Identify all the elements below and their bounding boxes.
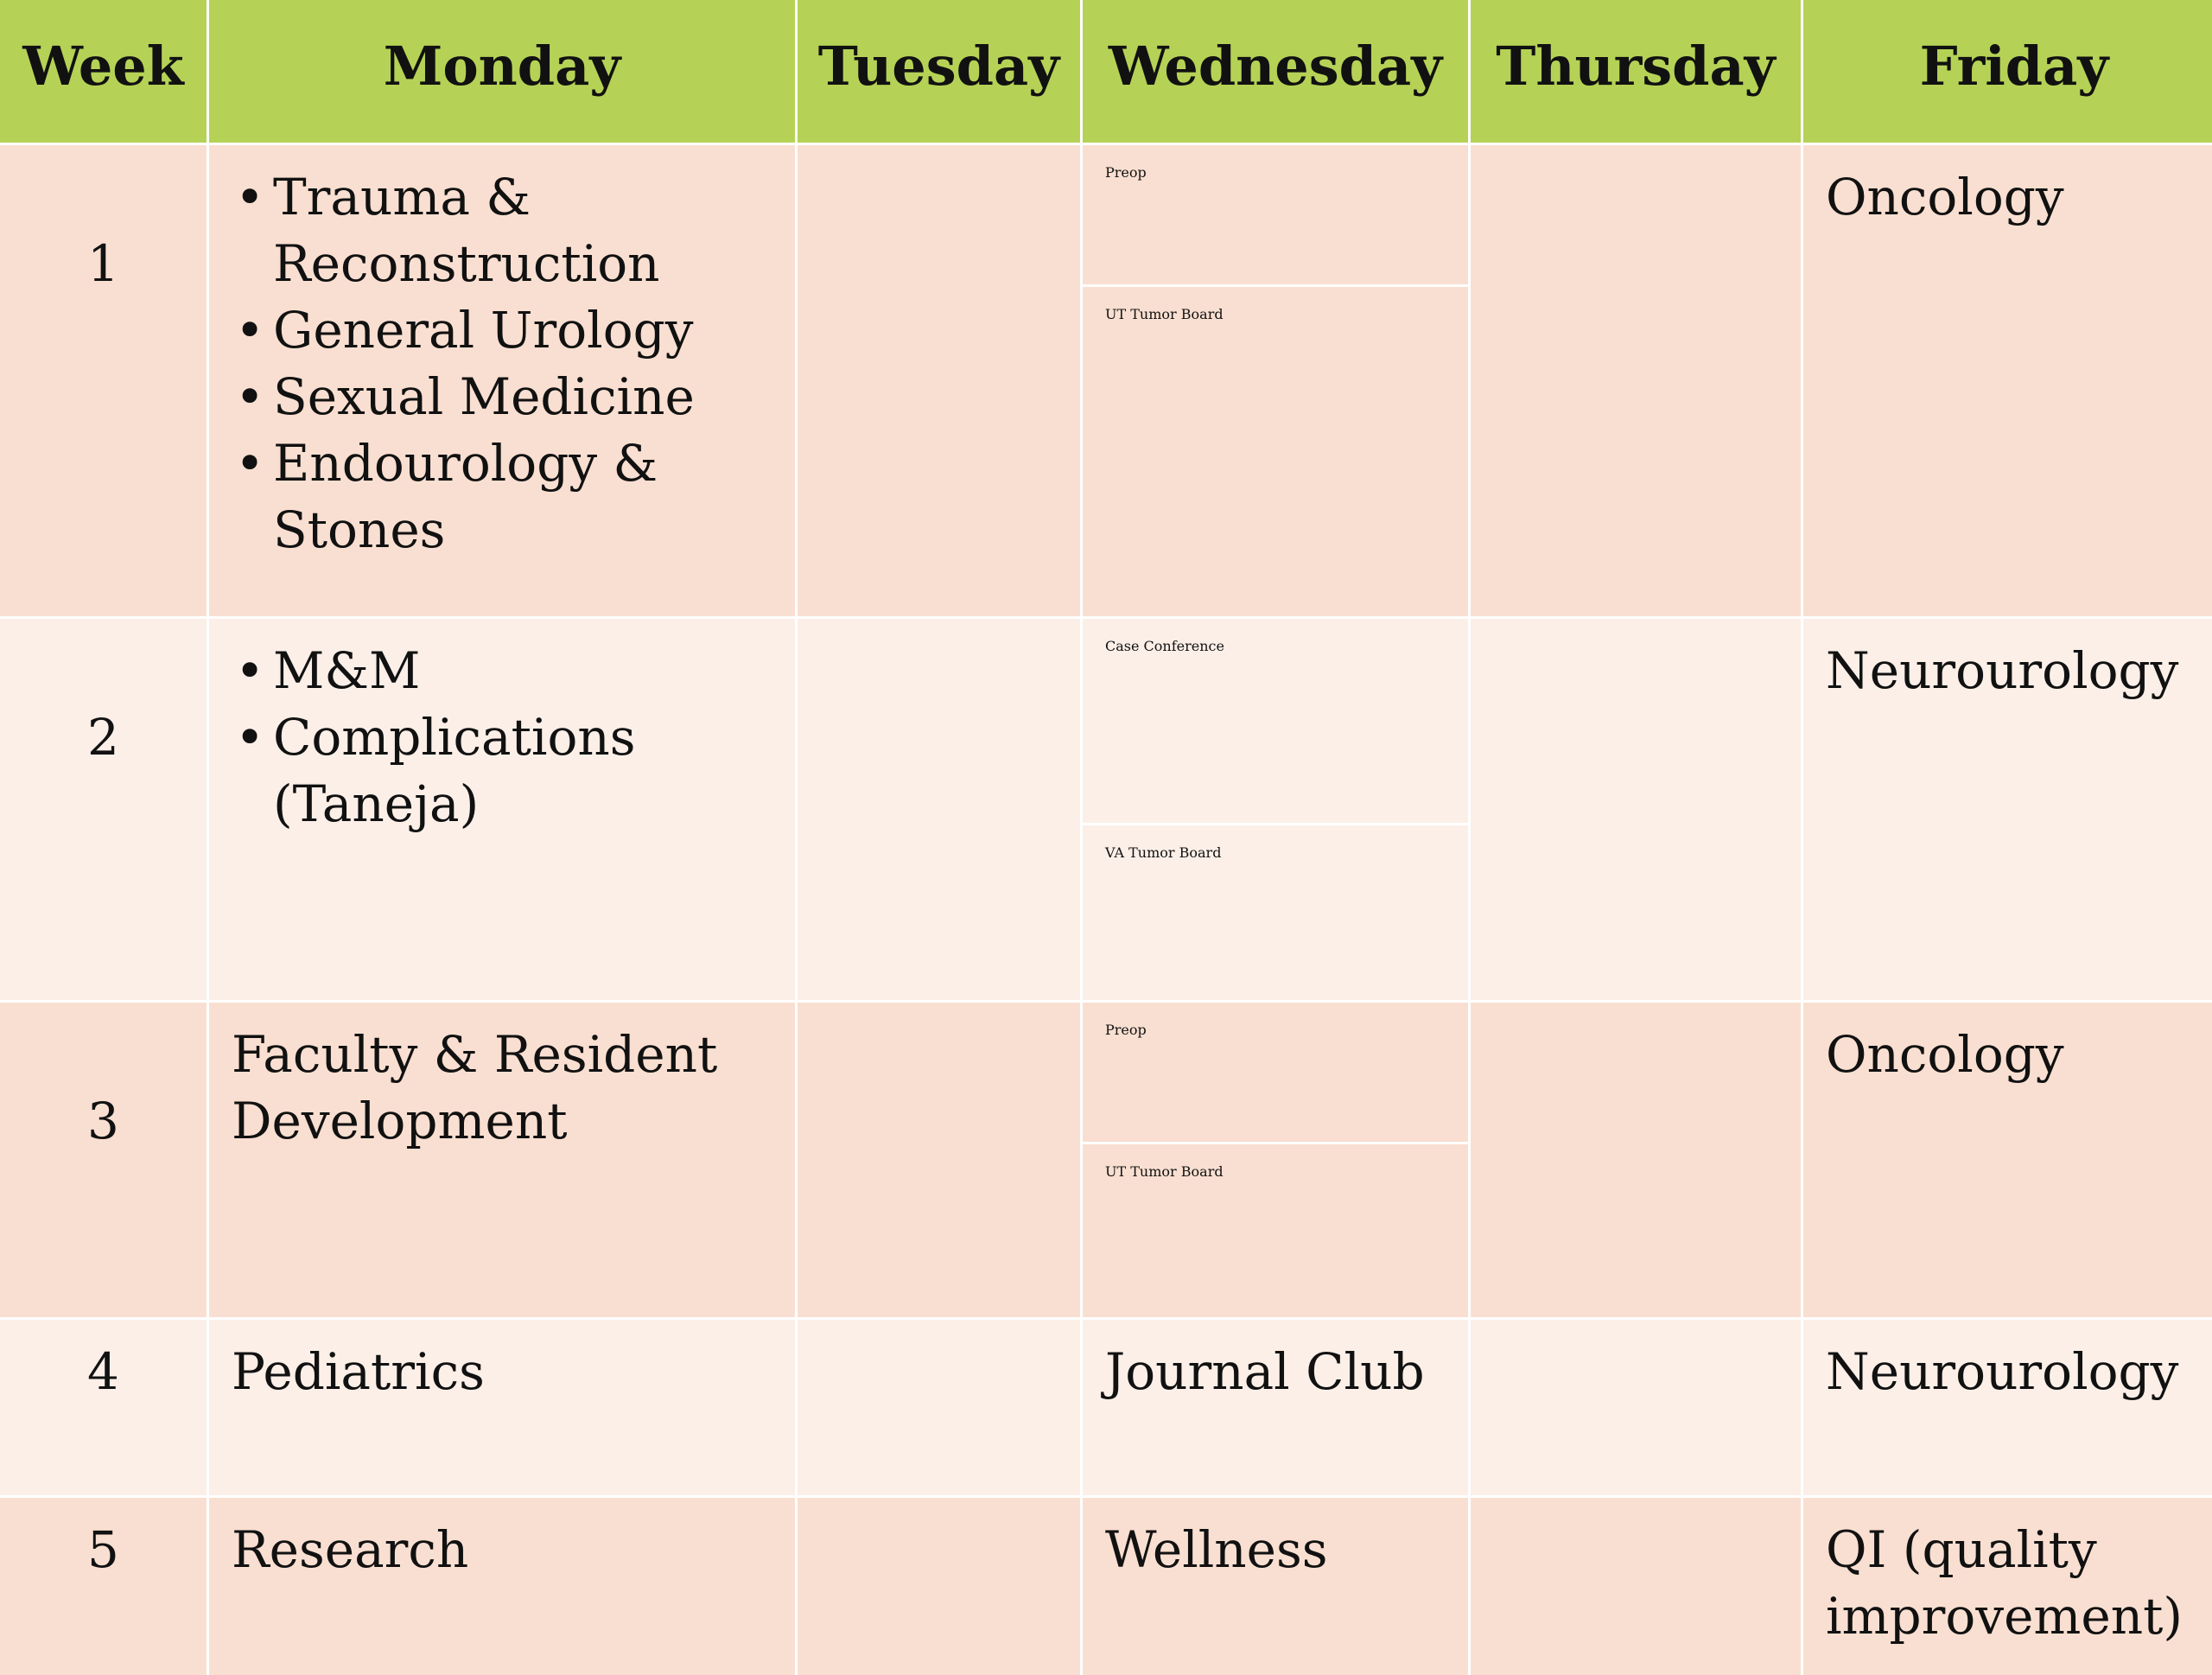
wednesday-session: Preop xyxy=(1083,145,1468,284)
week-number-cell xyxy=(0,619,207,1000)
thursday-cell xyxy=(1471,1003,1801,1317)
monday-cell xyxy=(209,619,795,1000)
monday-topic: • Complications (Taneja) xyxy=(232,704,778,838)
monday-cell: Pediatrics xyxy=(209,1320,795,1495)
friday-cell: Oncology xyxy=(1803,1003,2212,1317)
monday-topic: • Trauma & Reconstruction xyxy=(232,164,778,297)
monday-cell: Faculty & Resident Development xyxy=(209,1003,795,1317)
header-tuesday: Tuesday xyxy=(798,0,1080,143)
monday-cell: Research xyxy=(209,1498,795,1675)
monday-topic: • General Urology xyxy=(232,297,778,364)
header-monday: Monday xyxy=(209,0,795,143)
header-thursday: Thursday xyxy=(1471,0,1801,143)
tuesday-cell xyxy=(798,1498,1080,1675)
week-number: 3 xyxy=(87,1092,119,1150)
monday-topic-list xyxy=(232,164,778,564)
thursday-cell xyxy=(1471,1320,1801,1495)
friday-cell: Neurourology xyxy=(1803,619,2212,1000)
thursday-cell xyxy=(1471,145,1801,616)
thursday-cell xyxy=(1471,619,1801,1000)
week-number: 1 xyxy=(87,234,119,293)
monday-topic-list xyxy=(232,638,778,838)
friday-cell: QI (quality improvement) xyxy=(1803,1498,2212,1675)
header-wednesday: Wednesday xyxy=(1083,0,1468,143)
week-number: 2 xyxy=(87,708,119,767)
header-week: Week xyxy=(0,0,207,143)
thursday-cell xyxy=(1471,1498,1801,1675)
week-number: 5 xyxy=(87,1520,119,1579)
week-number-cell xyxy=(0,1498,207,1675)
tuesday-cell xyxy=(798,145,1080,616)
monday-topic: • M&M xyxy=(232,638,778,704)
week-number-cell xyxy=(0,1003,207,1317)
wednesday-session: Case Conference xyxy=(1083,619,1468,823)
week-number: 4 xyxy=(87,1342,119,1401)
wednesday-session: UT Tumor Board xyxy=(1083,287,1468,616)
wednesday-session: Preop xyxy=(1083,1003,1468,1142)
wednesday-session: Journal Club xyxy=(1083,1320,1468,1495)
tuesday-cell xyxy=(798,619,1080,1000)
monday-cell xyxy=(209,145,795,616)
wednesday-cell xyxy=(1083,145,1468,616)
monday-topic: • Sexual Medicine xyxy=(232,364,778,430)
tuesday-cell xyxy=(798,1003,1080,1317)
week-number-cell xyxy=(0,1320,207,1495)
header-friday: Friday xyxy=(1803,0,2212,143)
wednesday-cell xyxy=(1083,619,1468,1000)
wednesday-session: UT Tumor Board xyxy=(1083,1144,1468,1317)
week-number-cell xyxy=(0,145,207,616)
friday-cell: Neurourology xyxy=(1803,1320,2212,1495)
tuesday-cell xyxy=(798,1320,1080,1495)
wednesday-cell xyxy=(1083,1003,1468,1317)
wednesday-session: VA Tumor Board xyxy=(1083,825,1468,1000)
friday-cell: Oncology xyxy=(1803,145,2212,616)
wednesday-session: Wellness xyxy=(1083,1498,1468,1675)
monday-topic: • Endourology & Stones xyxy=(232,430,778,564)
